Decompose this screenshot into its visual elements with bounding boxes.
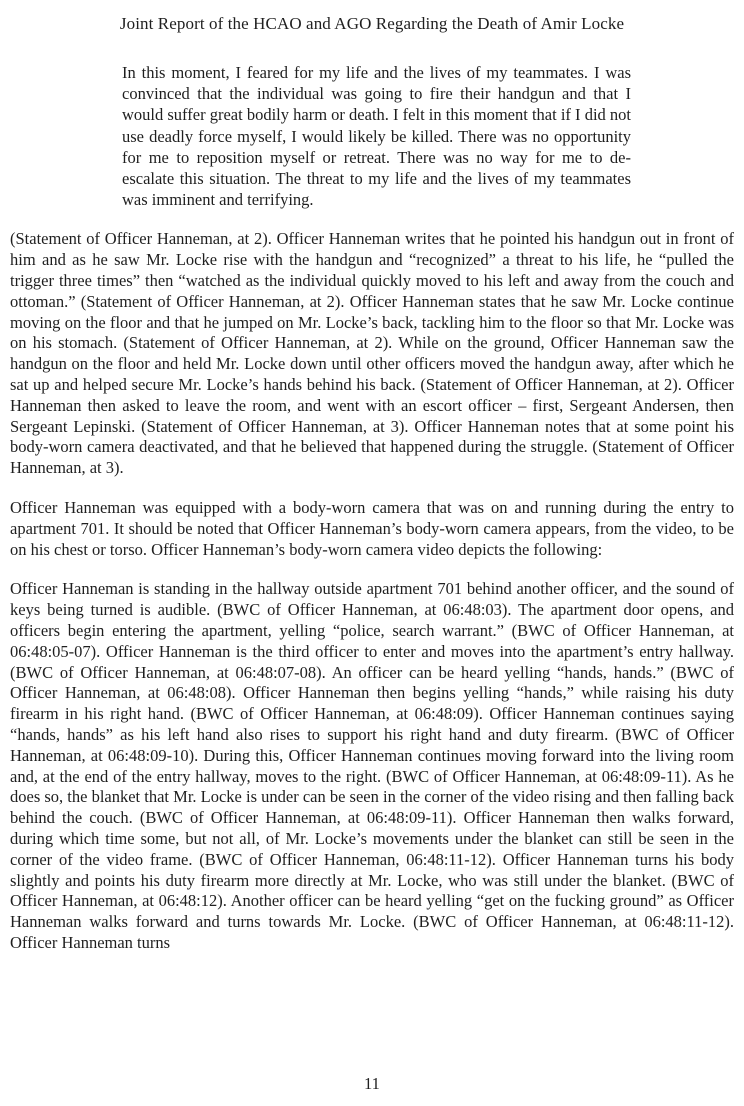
page-number: 11 [364,1074,380,1093]
block-quote: In this moment, I feared for my life and the lives of my teammates. I was convinced that the individual was going to fire their handgun and that I would suffer great bodily harm or death. I felt in this moment that if I did not use deadly force myself, I would likely be killed. There was no opportunity for me to reposition myself or retreat. There was no way for me to de-escalate this situation. The threat to my life and the lives of my teammates was imminent and terrifying. [122,63,631,210]
paragraph-bwc-narrative: Officer Hanneman is standing in the hallway outside apartment 701 behind another officer, and the sound of keys being turned is audible. (BWC of Officer Hanneman, at 06:48:03). The apartment door opens, and officers begin entering the apartment, yelling “police, search warrant.” (BWC of Officer Hanneman, at 06:48:05-07). Officer Hanneman is the third officer to enter and moves into the apartment’s entry hallway. (BWC of Officer Hanneman, at 06:48:07-08). An officer can be heard yelling “hands, hands.” (BWC of Officer Hanneman, at 06:48:08). Officer Hanneman then begins yelling “hands,” while raising his duty firearm in his right hand. (BWC of Officer Hanneman, at 06:48:09). Officer Hanneman continues saying “hands, hands” as his left hand also rises to support his right hand and duty firearm. (BWC of Officer Hanneman, at 06:48:09-10). During this, Officer Hanneman continues moving forward into the living room and, at the end of the entry hallway, moves to the right. (BWC of Officer Hanneman, at 06:48:09-11). As he does so, the blanket that Mr. Locke is under can be seen in the corner of the video rising and then falling back behind the couch. (BWC of Officer Hanneman, at 06:48:09-11). Officer Hanneman then walks forward, during which time some, but not all, of Mr. Locke’s movements under the blanket can still be seen in the corner of the video frame. (BWC of Officer Hanneman, 06:48:11-12). Officer Hanneman turns his body slightly and points his duty firearm more directly at Mr. Locke, who was still under the blanket. (BWC of Officer Hanneman, at 06:48:12). Another officer can be heard yelling “get on the fucking ground” as Officer Hanneman walks forward and turns towards Mr. Locke. (BWC of Officer Hanneman, at 06:48:11-12). Officer Hanneman turns [10,579,734,952]
paragraph-bwc-intro: Officer Hanneman was equipped with a body-worn camera that was on and running during the entry to apartment 701. It should be noted that Officer Hanneman’s body-worn camera appears, from the video, to be on his chest or torso. Officer Hanneman’s body-worn camera video depicts the following: [10,497,734,559]
page-title: Joint Report of the HCAO and AGO Regarding the Death of Amir Locke [119,14,625,33]
paragraph-statement-hanneman: (Statement of Officer Hanneman, at 2). Officer Hanneman writes that he pointed his handgun out in front of him and as he saw Mr. Locke rise with the handgun and “recognized” a threat to his life, he “pulled the trigger three times” then “watched as the individual quickly moved to his left and away from the couch and ottoman.” (Statement of Officer Hanneman, at 2). Officer Hanneman states that he saw Mr. Locke continue moving on the floor and that he jumped on Mr. Locke’s back, tackling him to the floor so that Mr. Locke was on his stomach. (Statement of Officer Hanneman, at 2). While on the ground, Officer Hanneman saw the handgun on the floor and held Mr. Locke down until other officers moved the handgun away, after which he sat up and helped secure Mr. Locke’s hands behind his back. (Statement of Officer Hanneman, at 2). Officer Hanneman then asked to leave the room, and went with an escort officer – first, Sergeant Andersen, then Sergeant Lepinski. (Statement of Officer Hanneman, at 3). Officer Hanneman notes that at some point his body-worn camera deactivated, and that he believed that happened during the struggle. (Statement of Officer Hanneman, at 3). [10,229,734,478]
